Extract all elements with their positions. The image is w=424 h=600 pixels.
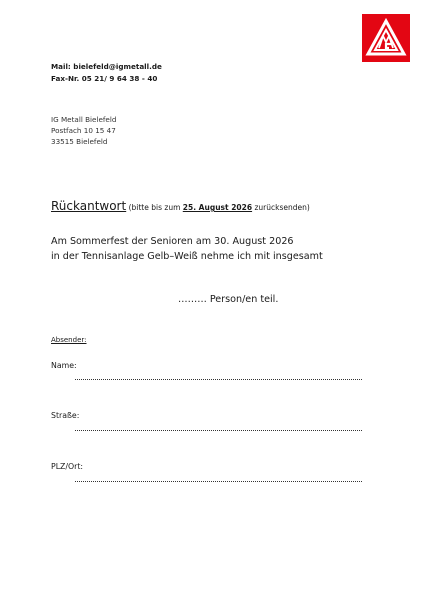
mail-line: Mail: bielefeld@igmetall.de (51, 62, 162, 71)
address-line-1: IG Metall Bielefeld (51, 115, 117, 124)
persons-count-line: ……… Person/en teil. (178, 294, 279, 305)
address-line-2: Postfach 10 15 47 (51, 126, 116, 135)
name-field[interactable] (75, 379, 362, 380)
street-field[interactable] (75, 430, 362, 431)
city-field[interactable] (75, 481, 362, 482)
ig-metall-logo (362, 14, 410, 62)
triangle-logo-icon (362, 14, 410, 62)
reply-title: Rückantwort (51, 199, 127, 213)
body-line-2: in der Tennisanlage Gelb–Weiß nehme ich mit insgesamt (51, 251, 323, 262)
sender-label: Absender: (51, 336, 87, 344)
city-label: PLZ/Ort: (51, 462, 84, 471)
fax-line: Fax-Nr. 05 21/ 9 64 38 - 40 (51, 74, 158, 83)
body-line-1: Am Sommerfest der Senioren am 30. August 2026 (51, 236, 294, 247)
address-line-3: 33515 Bielefeld (51, 137, 108, 146)
name-label: Name: (51, 361, 77, 370)
reply-heading (51, 199, 310, 213)
reply-deadline: 25. August 2026 (182, 203, 253, 212)
reply-note-prefix: (bitte bis zum (128, 203, 181, 212)
reply-note-suffix: zurücksenden) (254, 203, 310, 212)
street-label: Straße: (51, 411, 80, 420)
